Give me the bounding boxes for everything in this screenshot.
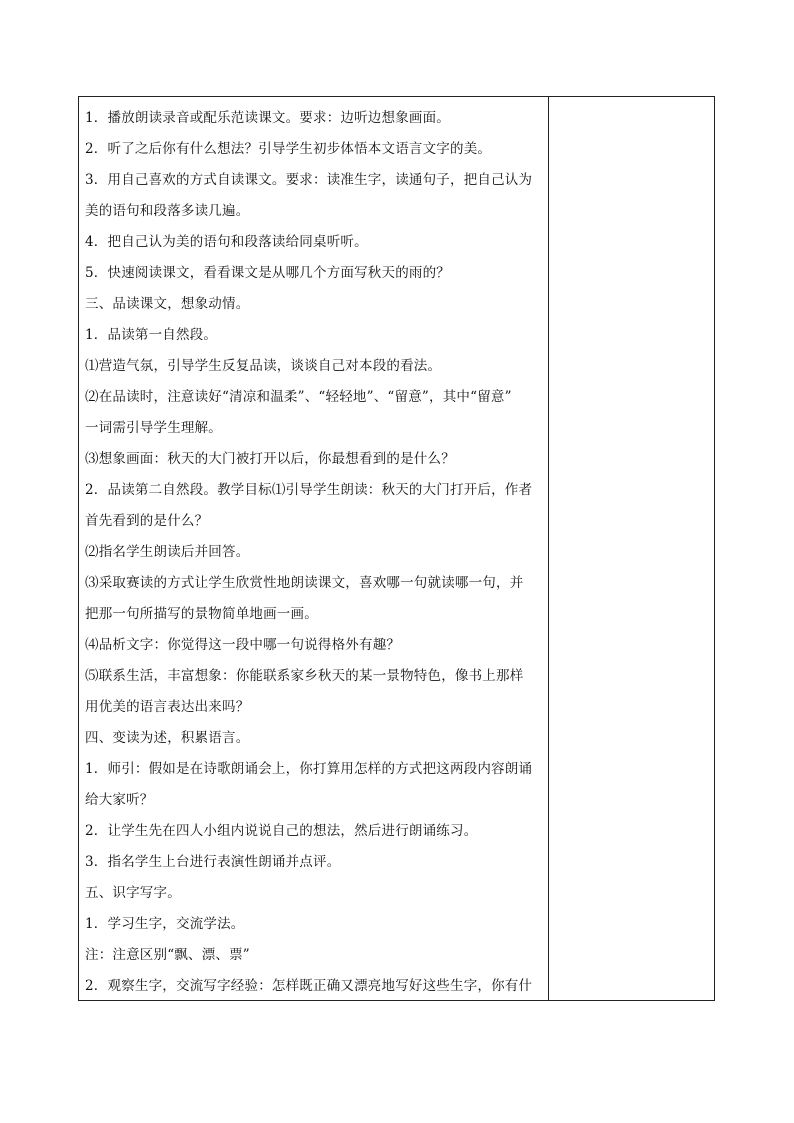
text-line: 1．师引：假如是在诗歌朗诵会上，你打算用怎样的方式把这两段内容朗诵: [85, 761, 533, 777]
text-line: ⑵在品读时，注意读好“清凉和温柔”、“轻轻地”、“留意”，其中“留意”: [85, 389, 512, 405]
text-line: ⑶想象画面：秋天的大门被打开以后，你最想看到的是什么？: [85, 451, 455, 467]
text-line: 美的语句和段落多读几遍。: [85, 203, 250, 219]
text-line: 4．把自己认为美的语句和段落读给同桌听听。: [85, 234, 368, 250]
text-line: 五、识字写字。: [85, 885, 181, 901]
text-line: 3．指名学生上台进行表演性朗诵并点评。: [85, 854, 341, 870]
text-line: ⑸联系生活，丰富想象：你能联系家乡秋天的某一景物特色，像书上那样: [85, 668, 524, 684]
text-line: 3．用自己喜欢的方式自读课文。要求：读准生字，读通句子，把自己认为: [85, 172, 533, 188]
notes-column: [549, 97, 714, 1000]
text-line: 四、变读为述，积累语言。: [85, 730, 250, 746]
text-line: ⑵指名学生朗读后并回答。: [85, 544, 250, 560]
text-line: 一词需引导学生理解。: [85, 420, 222, 436]
text-line: ⑶采取赛读的方式让学生欣赏性地朗读课文，喜欢哪一句就读哪一句，并: [85, 575, 524, 591]
text-line: 1．播放朗读录音或配乐范读课文。要求：边听边想象画面。: [85, 110, 450, 126]
text-line: 三、品读课文，想象动情。: [85, 296, 250, 312]
teaching-process-column: [79, 97, 549, 1000]
text-line: 2．让学生先在四人小组内说说自己的想法，然后进行朗诵练习。: [85, 823, 478, 839]
text-line: ⑴营造气氛，引导学生反复品读，谈谈自己对本段的看法。: [85, 358, 442, 374]
text-line: 把那一句所描写的景物简单地画一画。: [85, 606, 318, 622]
text-line: 给大家听？: [85, 792, 154, 808]
text-line: 5．快速阅读课文，看看课文是从哪几个方面写秋天的雨的？: [85, 265, 450, 281]
text-line: 2．听了之后你有什么想法？引导学生初步体悟本文语言文字的美。: [85, 141, 492, 157]
text-line: 首先看到的是什么？: [85, 513, 209, 529]
text-line: 2．品读第二自然段。教学目标⑴引导学生朗读：秋天的大门打开后，作者: [85, 482, 533, 498]
text-line: 1．品读第一自然段。: [85, 327, 218, 343]
text-line: 1．学习生字，交流学法。: [85, 916, 245, 932]
lesson-plan-table: [78, 96, 715, 1001]
text-line: 注：注意区别“飘、漂、票”: [85, 947, 250, 963]
text-line: ⑷品析文字：你觉得这一段中哪一句说得格外有趣？: [85, 637, 401, 653]
text-line: 用优美的语言表达出来吗？: [85, 699, 250, 715]
text-line: 2．观察生字，交流写字经验：怎样既正确又漂亮地写好这些生字，你有什: [85, 978, 533, 994]
